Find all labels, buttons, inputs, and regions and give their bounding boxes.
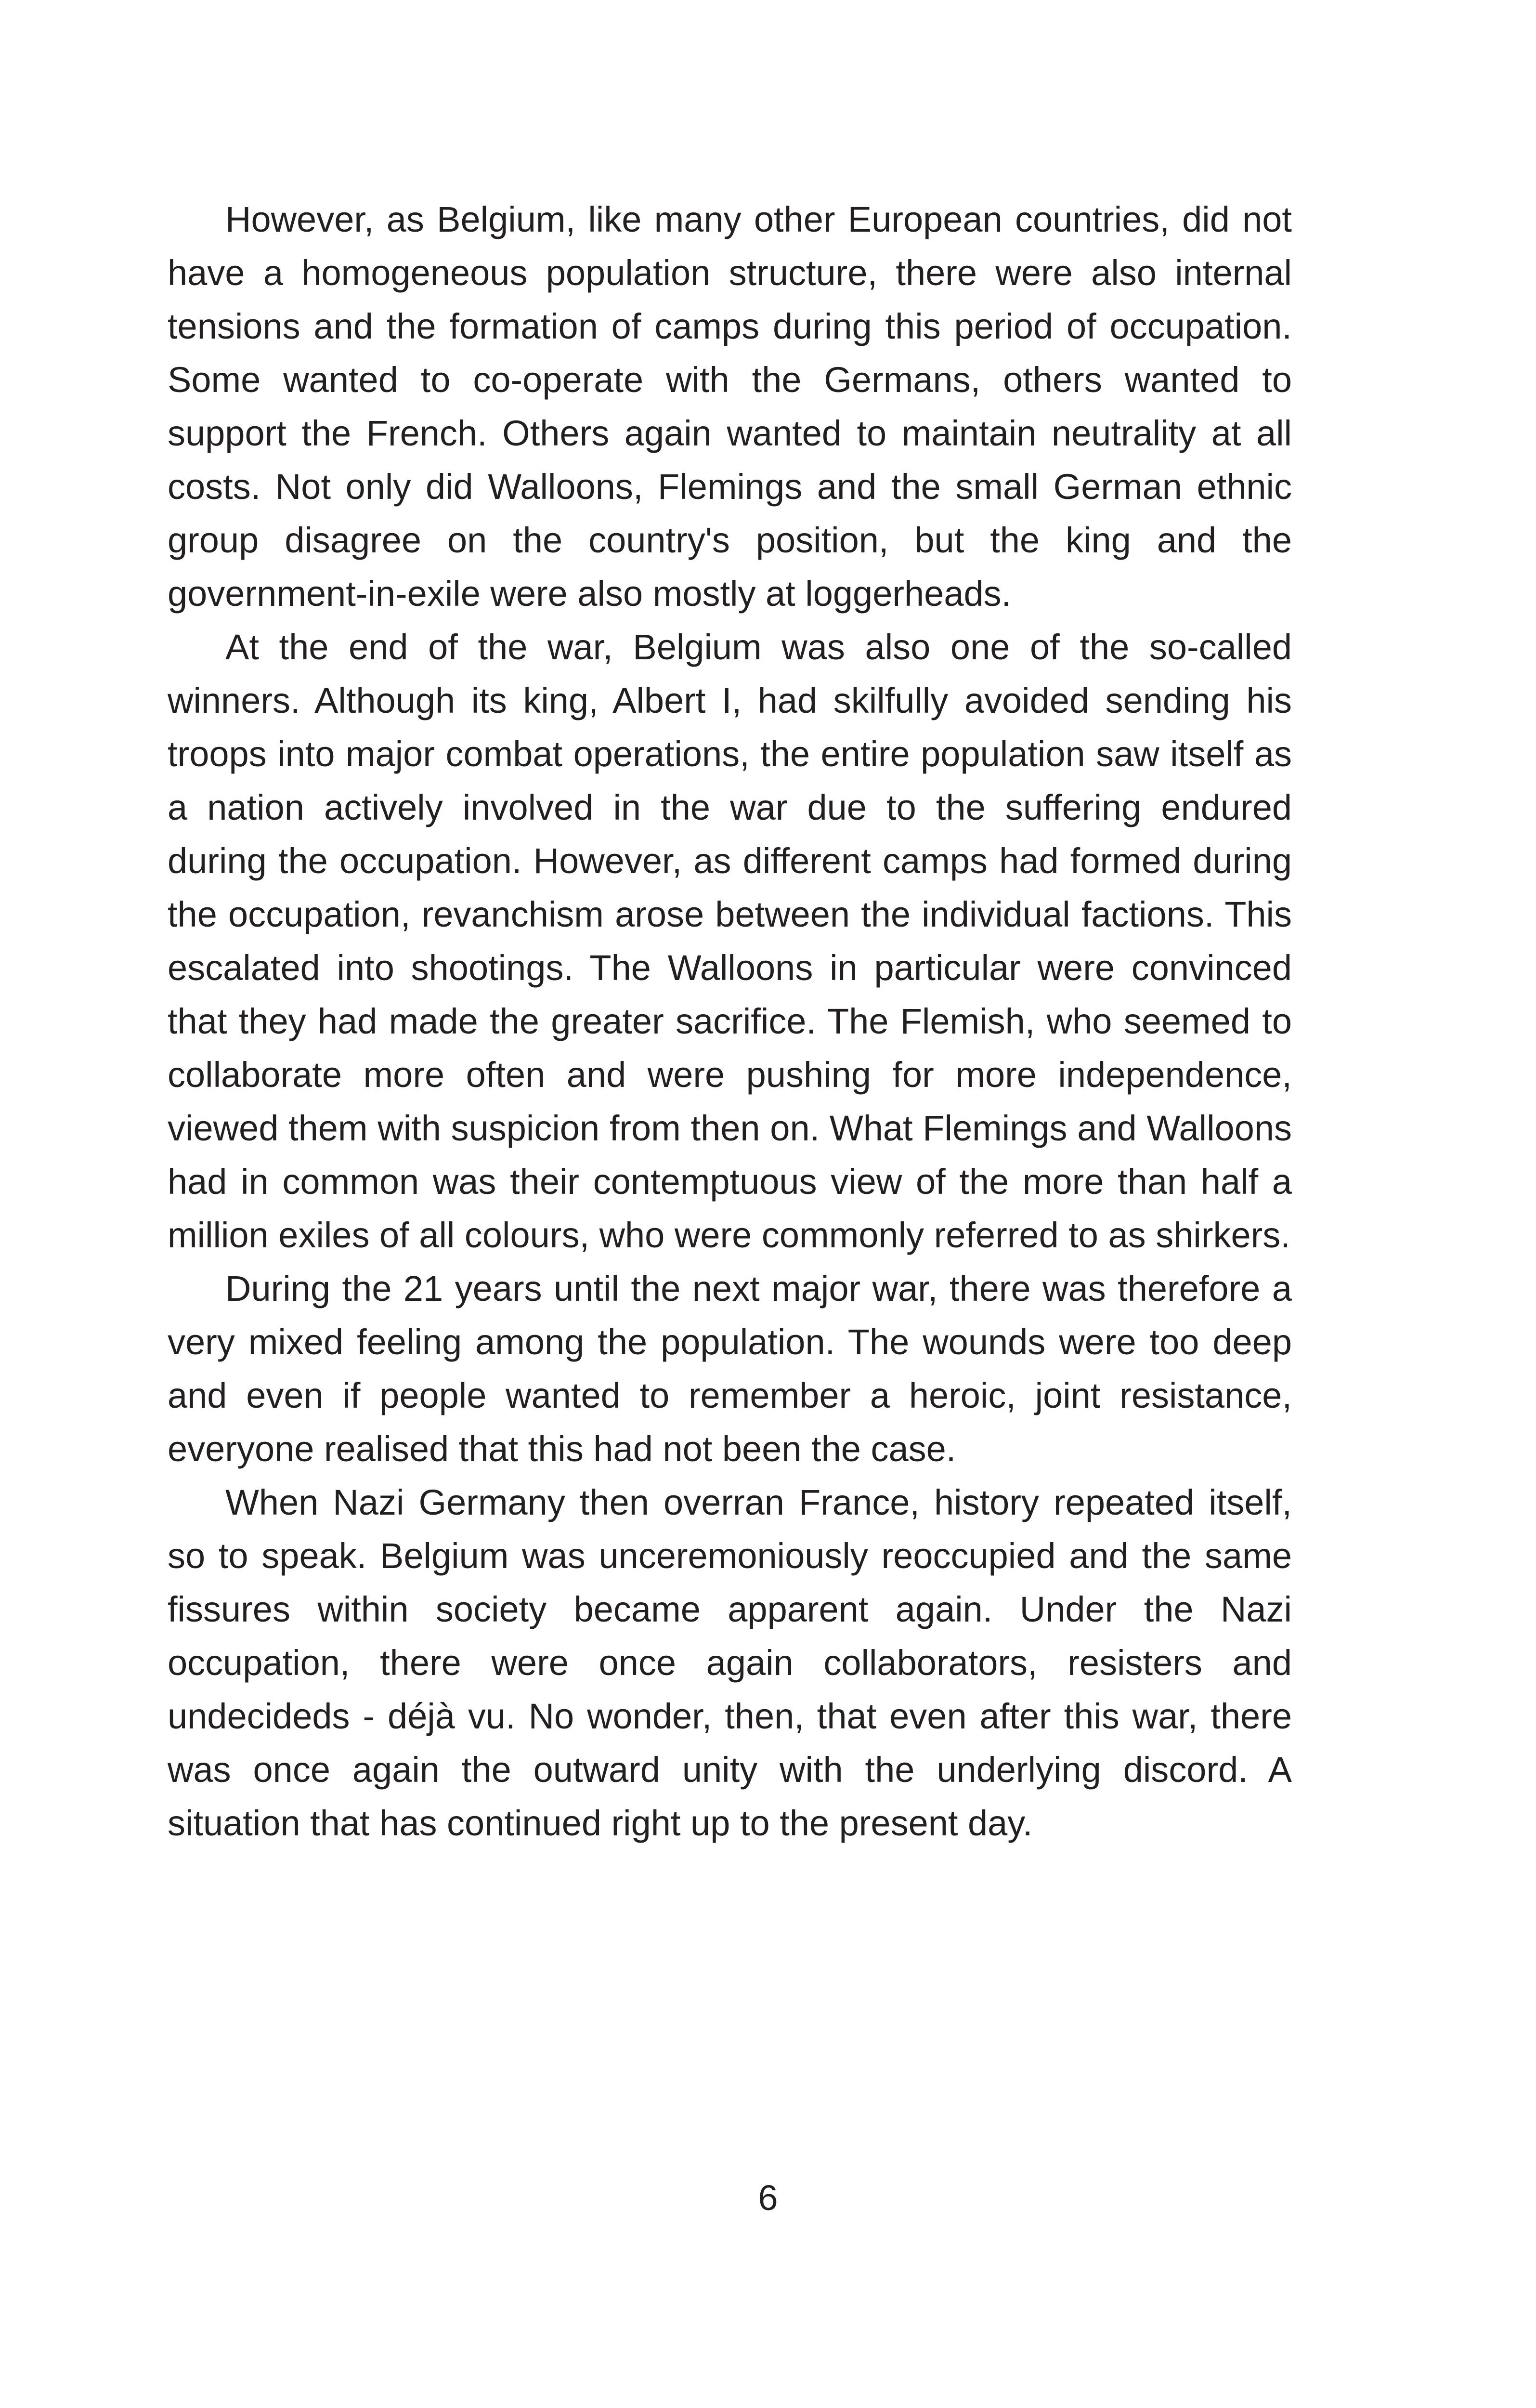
body-text (168, 193, 1292, 1850)
page-number: 6 (758, 2178, 778, 2218)
paragraph-end-of-war: At the end of the war, Belgium was also one of the so-called winners. Although its king, Albert I, had skilfully avoided sending his troops into major combat operations, the entire population saw itself as a nation actively involved in the war due to the suffering endured during the occupation. However, as different camps had formed during the occupation, revanchism arose between the individual factions. This escalated into shootings. The Walloons in particular were convinced that they had made the greater sacrifice. The Flemish, who seemed to collaborate more often and were pushing for more independence, viewed them with suspicion from then on. What Flemings and Walloons had in common was their contemptuous view of the more than half a million exiles of all colours, who were commonly referred to as shirkers. (168, 627, 1292, 1255)
paragraph-nazi-occupation: When Nazi Germany then overran France, history repeated itself, so to speak. Belgium was unceremoniously reoccupied and the same fissures within society became apparent again. Under the Nazi occupation, there were once again collaborators, resisters and undecideds - déjà vu. No wonder, then, that even after this war, there was once again the outward unity with the underlying discord. A situation that has continued right up to the present day. (168, 1482, 1292, 1843)
paragraph-belgium-tensions: However, as Belgium, like many other European countries, did not have a homogeneous population structure, there were also internal tensions and the formation of camps during this period of occupation. Some wanted to co-operate with the Germans, others wanted to support the French. Others again wanted to maintain neutrality at all costs. Not only did Walloons, Flemings and the small German ethnic group disagree on the country's position, but the king and the government-in-exile were also mostly at loggerheads. (168, 199, 1292, 614)
paragraph-interwar-years: During the 21 years until the next major war, there was therefore a very mixed feeling among the population. The wounds were too deep and even if people wanted to remember a heroic, joint resistance, everyone realised that this had not been the case. (168, 1269, 1292, 1469)
